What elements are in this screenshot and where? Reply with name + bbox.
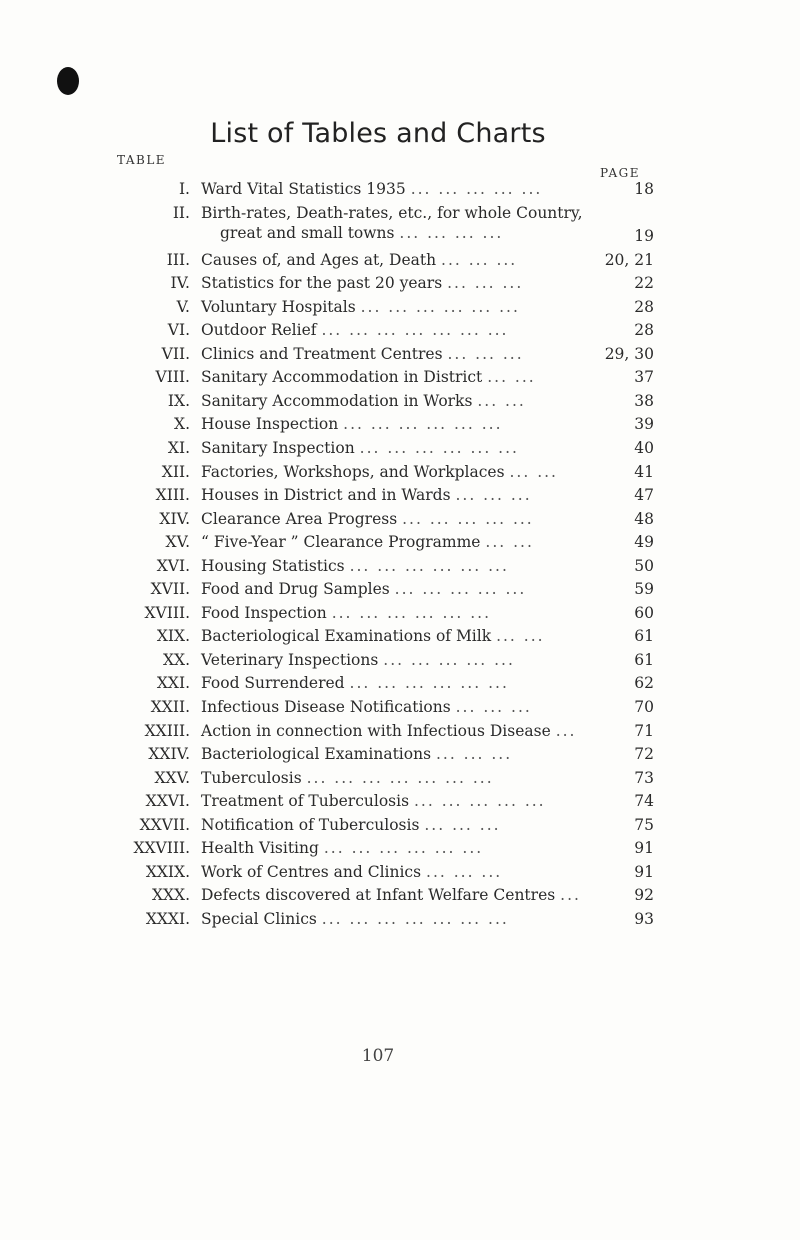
dot-leader: ... xyxy=(555,721,577,740)
table-title-text: Statistics for the past 20 years xyxy=(201,274,443,293)
list-item xyxy=(0,885,800,909)
page-reference: 92 xyxy=(634,886,654,905)
table-title-text: Tuberculosis xyxy=(201,768,302,787)
table-title xyxy=(201,344,601,364)
page-reference: 18 xyxy=(634,180,654,198)
page-reference: 91 xyxy=(634,839,654,858)
table-title xyxy=(201,485,601,505)
table-title xyxy=(201,768,601,788)
dot-leader: ... ... ... xyxy=(455,486,532,505)
page-reference: 19 xyxy=(634,227,654,246)
table-title-text: Housing Statistics xyxy=(201,556,345,575)
table-title xyxy=(201,579,601,599)
dot-leader: ... ... ... ... ... ... ... xyxy=(321,321,509,340)
table-title-text: Sanitary Accommodation in District xyxy=(201,368,483,387)
table-number: XIII. xyxy=(155,486,190,505)
table-title xyxy=(201,556,601,576)
table-title xyxy=(201,367,601,387)
table-title xyxy=(201,250,601,270)
punch-hole xyxy=(57,67,79,95)
table-title xyxy=(201,603,601,623)
dot-leader: ... ... ... ... xyxy=(399,223,504,242)
page-reference: 48 xyxy=(634,509,654,528)
table-title-text: Sanitary Accommodation in Works xyxy=(201,391,473,410)
page-reference: 28 xyxy=(634,297,654,316)
table-title-text: Ward Vital Statistics 1935 xyxy=(201,180,406,198)
page-reference: 73 xyxy=(634,768,654,787)
table-number: XX. xyxy=(163,650,190,669)
table-number: XXIV. xyxy=(148,745,190,764)
page-title: List of Tables and Charts xyxy=(210,118,546,149)
table-number: X. xyxy=(174,415,190,434)
list-item xyxy=(0,320,800,344)
table-number: XVIII. xyxy=(144,603,190,622)
table-title-text: Treatment of Tuberculosis xyxy=(201,792,410,811)
table-number: XXXI. xyxy=(145,909,190,928)
dot-leader: ... xyxy=(560,886,581,905)
table-number: VII. xyxy=(161,344,190,363)
dot-leader: ... ... ... ... ... ... xyxy=(343,415,503,434)
table-number: XVI. xyxy=(156,556,190,575)
page-reference: 37 xyxy=(634,368,654,387)
dot-leader: ... ... ... ... ... xyxy=(383,650,515,669)
table-title xyxy=(201,626,601,646)
dot-leader: ... ... ... xyxy=(447,344,524,363)
table-number: XXVIII. xyxy=(133,839,190,858)
list-item xyxy=(0,532,800,556)
table-title xyxy=(201,697,601,717)
table-title-text: Defects discovered at Infant Welfare Centres xyxy=(201,886,556,905)
page-number: 107 xyxy=(361,1046,395,1066)
table-title-text: Voluntary Hospitals xyxy=(201,297,356,316)
list-item xyxy=(0,297,800,321)
table-title-text: Work of Centres and Clinics xyxy=(201,862,422,881)
table-title-text: Special Clinics xyxy=(201,909,317,928)
list-item xyxy=(0,179,800,203)
table-title xyxy=(201,320,601,340)
table-title-text: House Inspection xyxy=(201,415,339,434)
table-title-text: Houses in District and in Wards xyxy=(201,486,451,505)
table-title xyxy=(201,673,601,693)
table-of-contents xyxy=(0,179,800,933)
page-reference: 29, 30 xyxy=(604,344,654,363)
table-number: XXII. xyxy=(150,698,190,717)
table-title-text: “ Five-Year ” Clearance Programme xyxy=(201,533,481,552)
table-title-text: Notification of Tuberculosis xyxy=(201,815,420,834)
table-number: XXX. xyxy=(151,886,190,905)
table-title xyxy=(201,462,601,482)
page-reference: 59 xyxy=(634,580,654,599)
table-number: XI. xyxy=(167,439,190,458)
page-reference: 70 xyxy=(634,698,654,717)
table-number: II. xyxy=(172,203,190,222)
table-number: XVII. xyxy=(150,580,190,599)
page-column-header: PAGE xyxy=(600,166,640,180)
table-title xyxy=(201,273,601,293)
dot-leader: ... ... ... ... ... xyxy=(413,792,546,811)
dot-leader: ... ... ... ... ... xyxy=(402,509,534,528)
list-item xyxy=(0,744,800,768)
dot-leader: ... ... ... xyxy=(455,698,532,717)
list-item xyxy=(0,273,800,297)
dot-leader: ... ... xyxy=(487,368,536,387)
list-item xyxy=(0,721,800,745)
table-title-text: Causes of, and Ages at, Death xyxy=(201,250,437,269)
list-item xyxy=(0,603,800,627)
table-title xyxy=(201,862,601,882)
table-title-text: Sanitary Inspection xyxy=(201,439,355,458)
table-title-text: Veterinary Inspections xyxy=(201,650,379,669)
page-reference: 50 xyxy=(634,556,654,575)
table-title-text: Outdoor Relief xyxy=(201,321,317,340)
table-number: XII. xyxy=(161,462,190,481)
page-reference: 75 xyxy=(634,815,654,834)
page-reference: 60 xyxy=(634,603,654,622)
page-reference: 22 xyxy=(634,274,654,293)
table-title xyxy=(201,885,601,905)
dot-leader: ... ... ... xyxy=(447,274,524,293)
table-title xyxy=(201,791,601,811)
table-title xyxy=(201,203,601,243)
table-number: XIV. xyxy=(159,509,190,528)
list-item xyxy=(0,485,800,509)
table-number: XXIII. xyxy=(144,721,190,740)
page-reference: 72 xyxy=(634,745,654,764)
table-title-text: Food Surrendered xyxy=(201,674,345,693)
dot-leader: ... ... ... ... ... ... xyxy=(349,556,509,575)
page-reference: 41 xyxy=(634,462,654,481)
list-item xyxy=(0,509,800,533)
dot-leader: ... ... ... ... ... ... xyxy=(360,297,520,316)
dot-leader: ... ... ... xyxy=(424,815,501,834)
table-title-text: Birth-rates, Death-rates, etc., for whole Country, xyxy=(201,203,583,222)
table-title xyxy=(201,838,601,858)
table-number: I. xyxy=(178,180,190,198)
table-number: IV. xyxy=(170,274,190,293)
table-title-text: Action in connection with Infectious Disease xyxy=(201,721,551,740)
table-title-text: Clinics and Treatment Centres xyxy=(201,344,443,363)
list-item xyxy=(0,626,800,650)
table-title-text: Bacteriological Examinations of Milk xyxy=(201,627,492,646)
list-item xyxy=(0,579,800,603)
table-title xyxy=(201,532,601,552)
page-reference: 61 xyxy=(634,627,654,646)
dot-leader: ... ... ... ... ... ... ... xyxy=(321,909,509,928)
list-item xyxy=(0,367,800,391)
table-number: VI. xyxy=(167,321,190,340)
list-item xyxy=(0,203,800,250)
table-title-text: Factories, Workshops, and Workplaces xyxy=(201,462,505,481)
table-title-text: Food and Drug Samples xyxy=(201,580,390,599)
table-title xyxy=(201,650,601,670)
dot-leader: ... ... ... xyxy=(441,250,518,269)
table-number: XXIX. xyxy=(145,862,190,881)
page-reference: 20, 21 xyxy=(604,250,654,269)
table-title xyxy=(201,721,601,741)
page-reference: 93 xyxy=(634,909,654,928)
dot-leader: ... ... xyxy=(485,533,534,552)
page-reference: 91 xyxy=(634,862,654,881)
dot-leader: ... ... ... ... ... ... xyxy=(323,839,484,858)
table-title xyxy=(201,909,601,929)
table-number: III. xyxy=(166,250,190,269)
list-item xyxy=(0,815,800,839)
page-reference: 71 xyxy=(634,721,654,740)
list-item xyxy=(0,414,800,438)
dot-leader: ... ... ... ... ... ... xyxy=(331,603,492,622)
dot-leader: ... ... ... ... ... ... ... xyxy=(306,768,494,787)
dot-leader: ... ... ... ... ... ... xyxy=(359,439,519,458)
list-item xyxy=(0,462,800,486)
table-title xyxy=(201,391,601,411)
list-item xyxy=(0,673,800,697)
dot-leader: ... ... xyxy=(477,391,526,410)
table-title-continuation xyxy=(201,223,601,243)
list-item xyxy=(0,768,800,792)
table-title xyxy=(201,414,601,434)
page-reference: 61 xyxy=(634,650,654,669)
table-title-text: Health Visiting xyxy=(201,839,319,858)
dot-leader: ... ... ... xyxy=(435,745,513,764)
list-item xyxy=(0,650,800,674)
table-title xyxy=(201,509,601,529)
table-number: XXV. xyxy=(154,768,190,787)
table-title-text: Infectious Disease Notifications xyxy=(201,698,451,717)
table-title xyxy=(201,744,601,764)
list-item xyxy=(0,697,800,721)
table-title xyxy=(201,438,601,458)
table-number: VIII. xyxy=(155,368,190,387)
table-title-continuation-text: great and small towns xyxy=(220,223,395,242)
table-number: XXVI. xyxy=(145,792,190,811)
dot-leader: ... ... ... ... ... xyxy=(394,580,527,599)
table-number: IX. xyxy=(167,391,190,410)
table-title-text: Food Inspection xyxy=(201,603,327,622)
table-number: XXVII. xyxy=(139,815,190,834)
dot-leader: ... ... xyxy=(496,627,545,646)
table-column-header: TABLE xyxy=(117,153,167,167)
list-item xyxy=(0,391,800,415)
table-number: V. xyxy=(176,297,190,316)
table-title xyxy=(201,297,601,317)
list-item xyxy=(0,909,800,933)
list-item xyxy=(0,556,800,580)
page-reference: 38 xyxy=(634,391,654,410)
table-title-text: Bacteriological Examinations xyxy=(201,745,432,764)
page-reference: 39 xyxy=(634,415,654,434)
dot-leader: ... ... ... xyxy=(426,862,503,881)
list-item xyxy=(0,838,800,862)
list-item xyxy=(0,250,800,274)
list-item xyxy=(0,344,800,368)
page-reference: 49 xyxy=(634,533,654,552)
list-item xyxy=(0,862,800,886)
table-number: XIX. xyxy=(156,627,190,646)
table-number: XV. xyxy=(165,533,190,552)
dot-leader: ... ... ... ... ... xyxy=(410,180,543,198)
page-reference: 40 xyxy=(634,439,654,458)
page-reference: 47 xyxy=(634,486,654,505)
page-reference: 74 xyxy=(634,792,654,811)
table-title xyxy=(201,179,601,199)
page-reference: 28 xyxy=(634,321,654,340)
list-item xyxy=(0,438,800,462)
dot-leader: ... ... xyxy=(509,462,558,481)
table-title-text: Clearance Area Progress xyxy=(201,509,398,528)
table-title xyxy=(201,815,601,835)
page-reference: 62 xyxy=(634,674,654,693)
dot-leader: ... ... ... ... ... ... xyxy=(349,674,509,693)
list-item xyxy=(0,791,800,815)
table-number: XXI. xyxy=(156,674,190,693)
